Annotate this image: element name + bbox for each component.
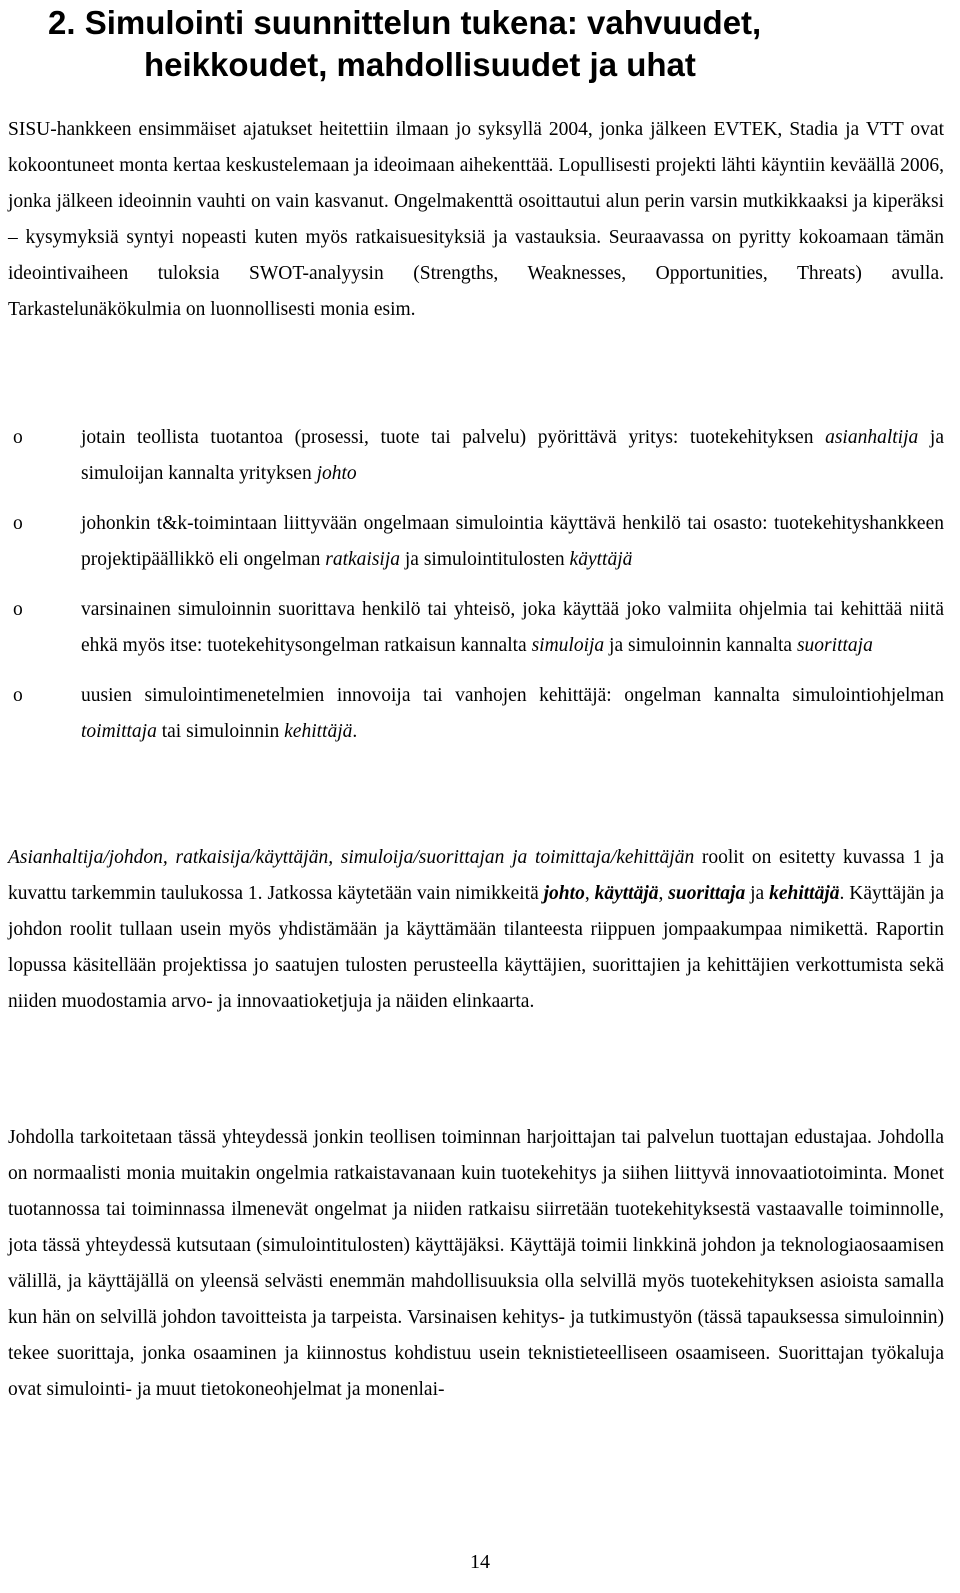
list-item-text: ja simuloijan kannalta yrityksen	[81, 427, 944, 484]
list-item-emphasis: johto	[316, 463, 357, 484]
paragraph-text: ,	[658, 883, 669, 904]
section-heading	[0, 2, 960, 86]
list-item	[0, 506, 944, 578]
list-item-text: uusien simulointimenetelmien innovoija tai vanhojen kehittäjä: ongelman kannalta simulointiohjelman	[81, 685, 944, 706]
paragraph-text: ja	[745, 883, 770, 904]
list-item-emphasis: käyttäjä	[569, 549, 633, 570]
paragraph-text: roolit on esitetty kuvassa 1 ja kuvattu tarkemmin taulukossa 1. Jatkossa käytetään vain nimikkeitä	[8, 847, 944, 904]
list-item-emphasis: suorittaja	[796, 635, 873, 656]
list-item-emphasis: ratkaisija	[325, 549, 400, 570]
bullet-marker: o	[13, 513, 23, 534]
heading-line-2: heikkoudet, mahdollisuudet ja uhat	[144, 46, 696, 83]
term-kayttaja: käyttäjä	[594, 883, 659, 904]
list-item-text: jotain teollista tuotantoa (prosessi, tuote tai palvelu) pyörittävä yritys: tuotekehityksen	[81, 427, 826, 448]
paragraph-text: . Käyttäjän ja johdon roolit tullaan usein myös yhdistämään ja käyttämään tilanteesta riippuen jompaakumpaa nimikettä. Raportin lopussa käsitellään projektissa jo saatujen tulosten perusteella käyttäjien, suorittajien ja kehittäjien verkottumista sekä niiden muodostamia arvo- ja innovaatioketjuja ja näiden elinkaarta.	[8, 883, 945, 1012]
roles-paragraph	[8, 840, 944, 1020]
bullet-marker: o	[13, 427, 23, 448]
list-item-emphasis: kehittäjä	[284, 721, 353, 742]
list-item-emphasis: simuloija	[531, 635, 605, 656]
bullet-marker: o	[13, 685, 23, 706]
list-item-text: ja simulointitulosten	[400, 549, 570, 570]
list-item-text: tai simuloinnin	[156, 721, 285, 742]
list-item	[0, 592, 944, 664]
list-item-emphasis: toimittaja	[81, 721, 157, 742]
paragraph-text: ,	[584, 883, 595, 904]
term-suorittaja: suorittaja	[668, 883, 746, 904]
list-item-text: .	[352, 721, 358, 742]
term-johto: johto	[543, 883, 585, 904]
bullet-marker: o	[13, 599, 23, 620]
term-kehittaja: kehittäjä	[769, 883, 840, 904]
roles-italic-lead: Asianhaltija/johdon, ratkaisija/käyttäjän, simuloija/suorittajan ja toimittaja/kehittäjän	[8, 847, 695, 868]
heading-line-1: 2. Simulointi suunnittelun tukena: vahvuudet,	[48, 4, 762, 41]
intro-paragraph: SISU-hankkeen ensimmäiset ajatukset heitettiin ilmaan jo syksyllä 2004, jonka jälkeen EVTEK, Stadia ja VTT ovat kokoontuneet monta kertaa keskustelemaan ja ideoimaan aihekenttää. Lopullisesti projekti lähti käyntiin keväällä 2006, jonka jälkeen ideoinnin vauhti on vain kasvanut. Ongelmakenttä osoittautui alun perin varsin mutkikkaaksi ja kiperäksi – kysymyksiä syntyi nopeasti kuten myös ratkaisuesityksiä ja vastauksia. Seuraavassa on pyritty kokoamaan tämän ideointivaiheen tuloksia SWOT-analyysin (Strengths, Weaknesses, Opportunities, Threats) avulla. Tarkastelunäkökulmia on luonnollisesti monia esim.	[8, 119, 944, 320]
list-item-emphasis: asianhaltija	[825, 427, 919, 448]
page-number: 14	[470, 1551, 490, 1573]
management-paragraph: Johdolla tarkoitetaan tässä yhteydessä jonkin teollisen toiminnan harjoittajan tai palvelun tuottajan edustajaa. Johdolla on normaalisti monia muitakin ongelmia ratkaistavanaan kuin tuotekehitys ja siihen liittyvä innovaatiotoiminta. Monet tuotannossa tai toiminnassa ilmenevät ongelmat ja niiden ratkaisu siirretään tuotekehityksestä vastaavalle toiminnolle, jota tässä yhteydessä kutsutaan (simulointitulosten) käyttäjäksi. Käyttäjä toimii linkkinä johdon ja teknologiaosaamisen välillä, ja käyttäjällä on yleensä selvästi enemmän mahdollisuuksia olla selvillä myös tuotekehityksen asioista samalla kun hän on selvillä johdon tavoitteista ja tarpeista. Varsinaisen kehitys- ja tutkimustyön (tässä tapauksessa simuloinnin) tekee suorittaja, jonka osaaminen ja kiinnostus kohdistuu usein teknistieteelliseen osaamiseen. Suorittajan työkaluja ovat simulointi- ja muut tietokoneohjelmat ja monenlai-	[8, 1127, 944, 1400]
list-item	[0, 420, 944, 492]
list-item	[0, 678, 944, 750]
list-item-text: ja simuloinnin kannalta	[604, 635, 797, 656]
list-item-text: varsinainen simuloinnin suorittava henkilö tai yhteisö, joka käyttää joko valmiita ohjelmia tai kehittää niitä ehkä myös itse: tuotekehitysongelman ratkaisun kannalta	[81, 599, 944, 656]
list-item-text: johonkin t&k-toimintaan liittyvään ongelmaan simulointia käyttävä henkilö tai osasto: tuotekehityshankkeen projektipäällikkö eli ongelman	[81, 513, 944, 570]
role-list	[0, 420, 960, 764]
